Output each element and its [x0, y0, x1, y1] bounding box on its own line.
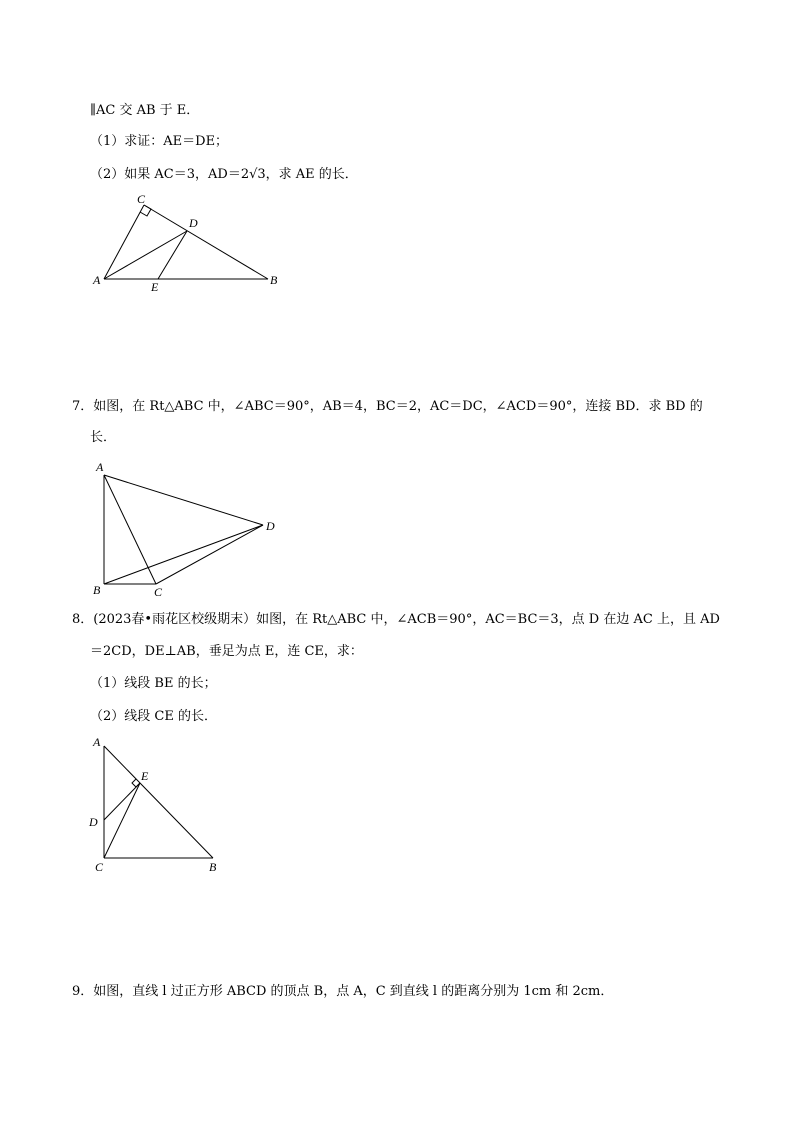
q7-text-line-0: 7．如图，在 Rt△ABC 中，∠ABC＝90°，AB＝4，BC＝2，AC＝DC，∠ACD＝90°，连接 BD．求 BD 的: [72, 399, 703, 414]
q6-label-b: B: [270, 273, 278, 287]
q6-part2-text: （2）如果 AC＝3，AD＝2√3，求 AE 的长．: [90, 167, 358, 182]
q6-part1-text: （1）求证：AE＝DE；: [90, 134, 229, 149]
q6-label-c: C: [137, 192, 146, 206]
q8-part1-text: （1）线段 BE 的长；: [90, 676, 217, 691]
q8-figure: [85, 732, 225, 877]
q8-label-e: E: [141, 769, 149, 783]
q7-label-a: A: [96, 460, 104, 474]
q7-label-b: B: [93, 583, 101, 597]
q7-label-d: D: [266, 519, 275, 533]
q8-text-line-1: ＝2CD，DE⊥AB，垂足为点 E，连 CE，求：: [90, 644, 363, 659]
q8-part2-text: （2）线段 CE 的长．: [90, 709, 217, 724]
q8-label-d: D: [89, 815, 98, 829]
q8-text-line-0: 8．(2023春•雨花区校级期末）如图，在 Rt△ABC 中，∠ACB＝90°，AC＝BC＝3，点 D 在边 AC 上，且 AD: [72, 612, 720, 627]
q7-figure: [88, 455, 288, 600]
q9-text-line-0: 9．如图，直线 l 过正方形 ABCD 的顶点 B，点 A，C 到直线 l 的距离分别为 1cm 和 2cm．: [72, 984, 614, 999]
q7-text-line-1: 长．: [90, 430, 117, 445]
q8-label-a: A: [93, 735, 101, 749]
q6-label-a: A: [93, 273, 101, 287]
q8-label-b: B: [209, 860, 217, 874]
q6-label-e: E: [151, 280, 159, 294]
q6-text-line-0: ∥AC 交 AB 于 E．: [90, 103, 200, 118]
q6-label-d: D: [189, 216, 198, 230]
q7-label-c: C: [154, 585, 163, 599]
q6-figure: [85, 190, 295, 295]
q8-label-c: C: [95, 860, 104, 874]
